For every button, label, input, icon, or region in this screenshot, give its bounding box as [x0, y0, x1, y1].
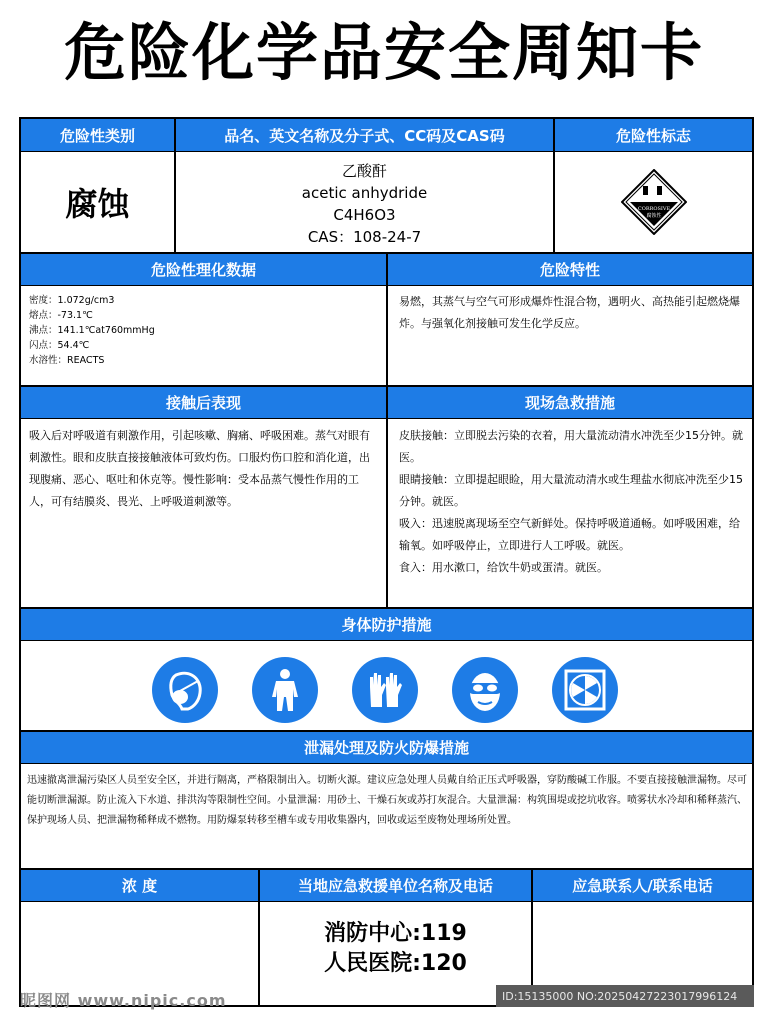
header-leak: 泄漏处理及防火防爆措施 — [21, 732, 752, 764]
physchem-data — [29, 293, 379, 383]
exposure-text: 吸入后对呼吸道有刺激作用，引起咳嗽、胸痛、呼吸困难。蒸气对眼有刺激性。眼和皮肤直接接触液体可致灼伤。口服灼伤口腔和消化道，出现腹痛、恶心、呕吐和休克等。慢性影响：受本品蒸气慢性作用的工人，可有结膜炎、畏光、上呼吸道刺激等。 — [29, 429, 370, 508]
ventilation-icon — [552, 657, 618, 723]
respirator-icon — [152, 657, 218, 723]
leak-text: 迅速撤离泄漏污染区人员至安全区，并进行隔离，严格限制出入。切断火源。建议应急处理人员戴自给正压式呼吸器，穿防酸碱工作服。不要直接接触泄漏物。尽可能切断泄漏源。防止流入下水道、排洪沟等限制性空间。小量泄漏：用砂土、干燥石灰或苏打灰混合。大量泄漏：构筑围堤或挖坑收容。喷雾状水冷却和稀释蒸汽、保护现场人员、把泄漏物稀释成不燃物。用防爆泵转移至槽车或专用收集器内，回收或运至废物处理场所处置。 — [27, 775, 747, 826]
gloves-icon — [352, 657, 418, 723]
header-contact: 应急联系人/联系电话 — [533, 870, 752, 902]
product-cas: CAS：108-24-7 — [307, 228, 422, 246]
sign-cn-text: 腐蚀性 — [645, 213, 662, 219]
physchem-line: 闪点：54.4℃ — [29, 340, 90, 351]
header-exposure: 接触后表现 — [21, 387, 386, 419]
watermark: 昵图网 www.nipic.com — [20, 990, 227, 1010]
header-product-name: 品名、英文名称及分子式、CC码及CAS码 — [176, 119, 553, 152]
fire-center-phone: 消防中心:119 — [324, 921, 467, 946]
first-aid-line: 皮肤接触：立即脱去污染的衣着，用大量流动清水冲洗至少15分钟。就医。 — [399, 429, 743, 464]
product-en-name: acetic anhydride — [301, 184, 428, 202]
first-aid-line: 食入：用水漱口，给饮牛奶或蛋清。就医。 — [399, 561, 608, 574]
first-aid-line: 吸入：迅速脱离现场至空气新鲜处。保持呼吸道通畅。如呼吸困难，给输氧。如呼吸停止，立即进行人工呼吸。就医。 — [399, 517, 740, 552]
protective-suit-icon — [252, 657, 318, 723]
first-aid-line: 眼睛接触：立即提起眼睑，用大量流动清水或生理盐水彻底冲洗至少15分钟。就医。 — [399, 473, 743, 508]
header-protection: 身体防护措施 — [21, 609, 752, 641]
header-hazard-category: 危险性类别 — [21, 119, 174, 152]
page-title: 危险化学品安全周知卡 — [63, 16, 704, 89]
product-formula: C4H6O3 — [333, 206, 396, 224]
emergency-phones — [260, 919, 531, 989]
product-cn-name: 乙酸酐 — [341, 162, 387, 180]
hazard-category-value: 腐蚀 — [65, 185, 130, 223]
header-concentration: 浓 度 — [21, 870, 258, 902]
corrosive-diamond-icon — [621, 169, 687, 235]
first-aid-text — [399, 425, 745, 605]
hospital-phone: 人民医院:120 — [324, 951, 467, 976]
product-info — [176, 152, 553, 252]
image-id: ID:15135000 NO:20250427223017996124 — [496, 985, 754, 1007]
sign-en-text: CORROSIVE — [637, 206, 670, 212]
physchem-line: 熔点：-73.1℃ — [29, 310, 93, 321]
header-hazard-props: 危险特性 — [388, 254, 752, 286]
physchem-line: 密度：1.072g/cm3 — [29, 295, 115, 306]
header-first-aid: 现场急救措施 — [388, 387, 752, 419]
physchem-line: 水溶性：REACTS — [29, 355, 105, 366]
header-local-unit: 当地应急救援单位名称及电话 — [260, 870, 531, 902]
header-hazard-sign: 危险性标志 — [555, 119, 752, 152]
hazard-props-text: 易燃，其蒸气与空气可形成爆炸性混合物，遇明火、高热能引起燃烧爆炸。与强氧化剂接触可发生化学反应。 — [399, 295, 740, 330]
header-physchem: 危险性理化数据 — [21, 254, 386, 286]
safety-card — [19, 117, 754, 1007]
physchem-line: 沸点：141.1℃at760mmHg — [29, 325, 155, 336]
corrosive-sign — [555, 152, 752, 252]
goggles-icon — [452, 657, 518, 723]
